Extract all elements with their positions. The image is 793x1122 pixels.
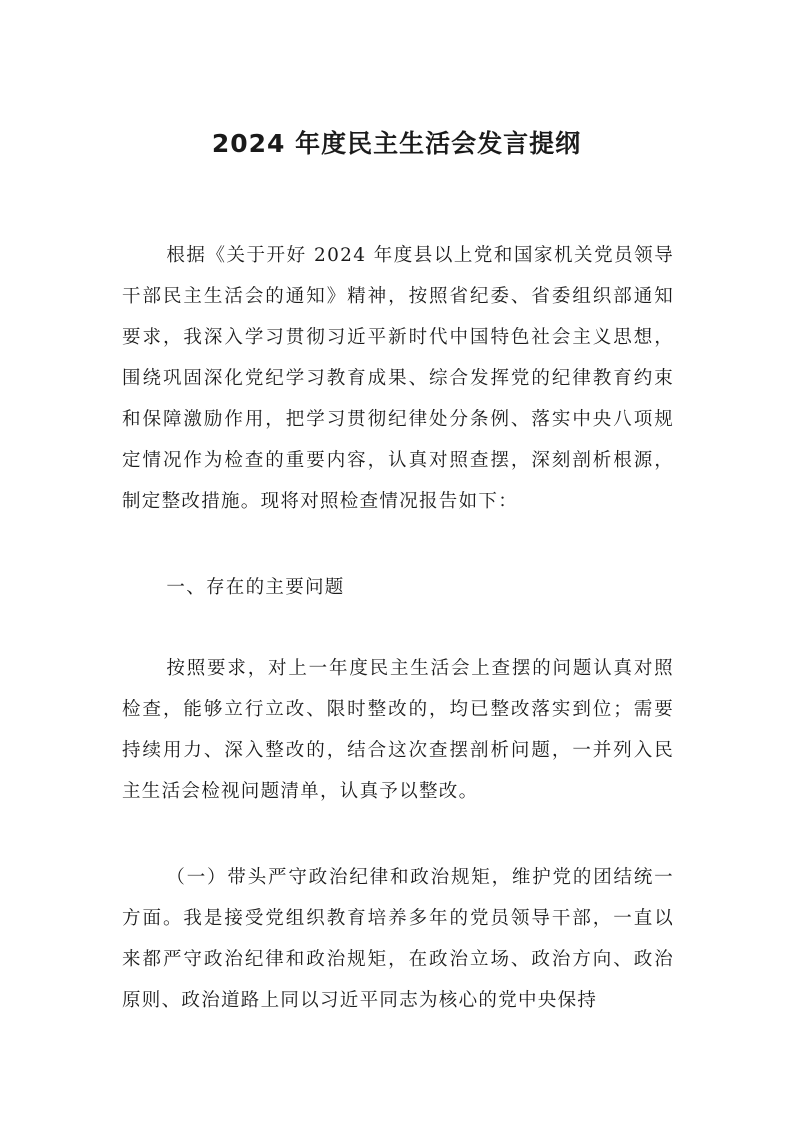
intro-paragraph: 根据《关于开好 2024 年度县以上党和国家机关党员领导干部民主生活会的通知》精神，按照省纪委、省委组织部通知要求，我深入学习贯彻习近平新时代中国特色社会主义思想，围绕巩固深化党纪学习教育成果、综合发挥党的纪律教育约束和保障激励作用，把学习贯彻纪律处分条例、落实中央八项规定情况作为检查的重要内容，认真对照查摆，深刻剖析根源，制定整改措施。现将对照检查情况报告如下： — [122, 245, 674, 512]
document-title: 2024 年度民主生活会发言提纲 — [211, 129, 582, 158]
body-paragraph: 按照要求，对上一年度民主生活会上查摆的问题认真对照检查，能够立行立改、限时整改的，均已整改落实到位；需要持续用力、深入整改的，结合这次查摆剖析问题，一并列入民主生活会检视问题清单，认真予以整改。 — [122, 658, 674, 802]
section-heading: 一、存在的主要问题 — [166, 577, 345, 598]
subsection-paragraph: （一）带头严守政治纪律和政治规矩，维护党的团结统一方面。我是接受党组织教育培养多年的党员领导干部，一直以来都严守政治纪律和政治规矩，在政治立场、政治方向、政治原则、政治道路上同以习近平同志为核心的党中央保持 — [122, 867, 674, 1011]
